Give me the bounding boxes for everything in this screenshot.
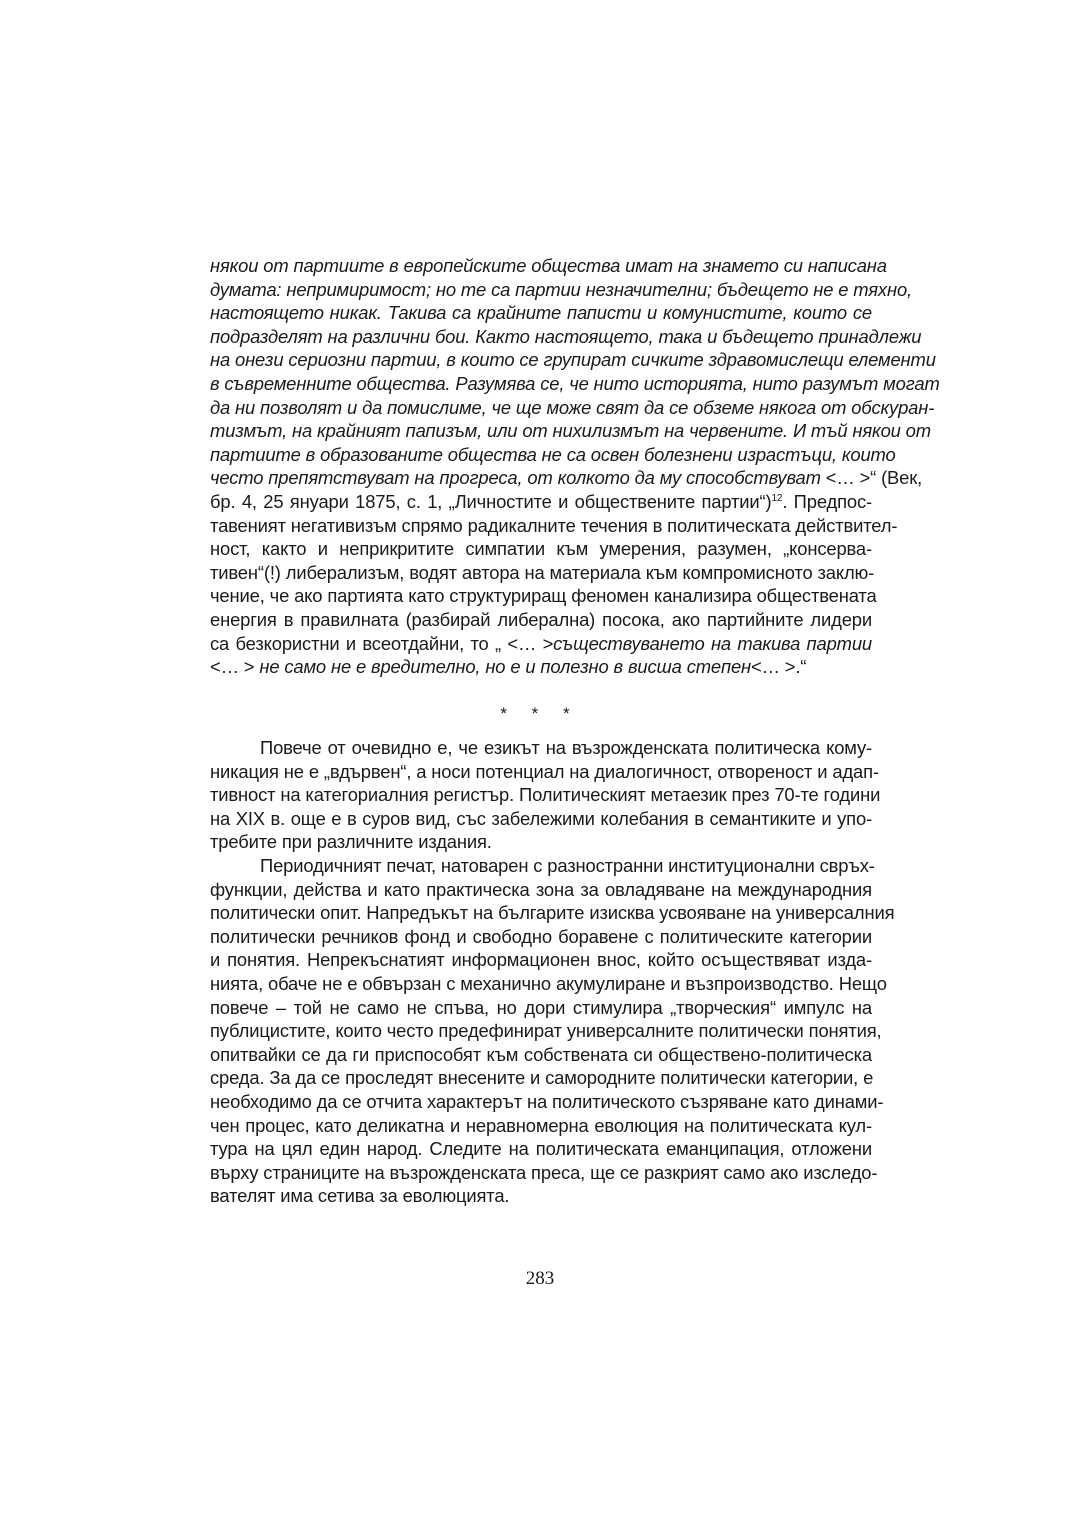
text-line: вателят има сетива за еволюцията. <box>210 1185 510 1207</box>
text-line: тизмът, на крайният папизъм, или от нихилизмът на червените. И тъй някои от <box>210 420 931 442</box>
text-line: партиите в образованите общества не са освен болезнени израстъци, които <box>210 443 896 465</box>
quote-block <box>210 254 940 679</box>
text-line: настоящето никак. Такива са крайните паписти и комунистите, които се <box>210 302 872 324</box>
text-line: в съвременните общества. Разумява се, че нито историята, нито разумът могат <box>210 372 940 394</box>
text-line: някои от партиите в европейските общества имат на знамето си написана <box>210 255 887 276</box>
text-line: върху страниците на възрожденската преса, ще се разкрият само ако изследо- <box>210 1161 878 1183</box>
text-line: Повече от очевидно е, че езикът на възрожденската политическа кому- <box>260 737 872 758</box>
text-line: тивност на категориалния регистър. Политическият метаезик през 70-те години <box>210 784 881 806</box>
page-number: 283 <box>525 1268 555 1289</box>
text-line: тивен“(!) либерализъм, водят автора на материала към компромисното заклю- <box>210 561 875 583</box>
text-line: чен процес, като деликатна и неравномерна еволюция на политическата кул- <box>210 1114 872 1136</box>
text-line: никация не е „вдървен“, а носи потенциал на диалогичност, отвореност и адап- <box>210 760 879 782</box>
text-line: опитвайки се да ги приспособят към собствената си обществено-политическа <box>210 1043 872 1065</box>
text-line: публицистите, които често предефинират универсалните политически понятия, <box>210 1020 882 1042</box>
text-line: бр. 4, 25 януари 1875, с. 1, „Личностите и обществените партии“)$^{12}$. Предпос- <box>210 490 872 512</box>
text-line: повече – той не само не спъва, но дори стимулира „творческия“ импулс на <box>210 996 872 1018</box>
text-line: тура на цял един народ. Следите на политическата еманципация, отложени <box>210 1138 872 1160</box>
footnote-ref: 12 <box>771 492 783 504</box>
body-text <box>210 736 895 1208</box>
text-line: Периодичният печат, натоварен с разностранни институционални свръх- <box>260 854 875 876</box>
text-line: на онези сериозни партии, в които се групират сичките здравомислещи елементи <box>210 349 936 371</box>
text-line: политически опит. Напредъкът на българите изисква усвояване на универсалния <box>210 902 895 924</box>
text-line: необходимо да се отчита характерът на политическото съзряване като динами- <box>210 1090 884 1112</box>
text-line: често препятствуват на прогреса, от колкото да му способствуват <… >“ (Век, <box>210 467 923 489</box>
text-line: са безкористни и всеотдайни, то „ <… >съществуването на такива партии <box>210 632 872 654</box>
text-line: нията, обаче не е обвързан с механично акумулиране и възпроизводство. Нещо <box>210 972 887 994</box>
text-line: думата: непримиримост; но те са партии незначителни; бъдещето не е тяхно, <box>210 278 912 300</box>
section-separator: * * * <box>500 704 580 723</box>
text-line: подразделят на различни бои. Както настоящето, така и бъдещето принадлежи <box>210 325 922 347</box>
text-line: <… > не само не е вредително, но е и полезно в висша степен<… >.“ <box>210 656 807 678</box>
text-line: требите при различните издания. <box>210 831 492 853</box>
text-line: енергия в правилната (разбирай либерална) посока, ако партийните лидери <box>210 608 872 630</box>
text-line: функции, действа и като практическа зона за овладяване на международния <box>210 878 872 900</box>
text-line: чение, че ако партията като структуриращ феномен канализира обществената <box>210 585 877 607</box>
text-line: да ни позволят и да помислиме, че ще може свят да се обземе някога от обскуран- <box>210 396 935 418</box>
text-line: среда. За да се проследят внесените и самородните политически категории, е <box>210 1067 874 1089</box>
text-line: на XIX в. още е в суров вид, със забележими колебания в семантиките и упо- <box>210 807 872 829</box>
text-line: политически речников фонд и свободно боравене с политическите категории <box>210 925 872 947</box>
text-line: тавеният негативизъм спрямо радикалните течения в политическата действител- <box>210 514 898 536</box>
text-line: и понятия. Непрекъснатият информационен внос, който осъществяват изда- <box>210 949 872 971</box>
text-line: ност, както и неприкритите симпатии към умерения, разумен, „консерва- <box>210 538 872 560</box>
